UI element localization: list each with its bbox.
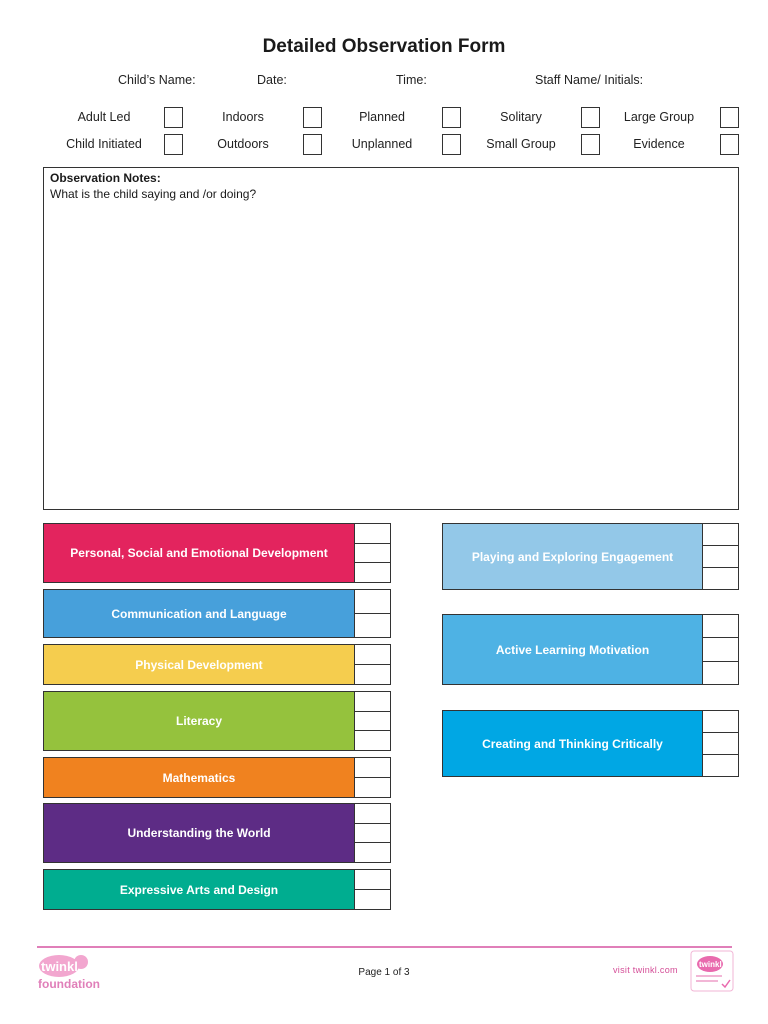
- tick-boxes[interactable]: [354, 758, 390, 797]
- characteristic-playing-exploring: [442, 523, 739, 590]
- option-child-initiated-label: Child Initiated: [66, 137, 142, 151]
- staff-name-label: Staff Name/ Initials:: [535, 73, 644, 87]
- option-evidence-label: Evidence: [633, 137, 685, 151]
- area-label: Communication and Language: [44, 590, 354, 637]
- characteristic-active-learning: [442, 614, 739, 685]
- area-expressive-arts-design: [43, 869, 391, 910]
- twinkl-badge-icon: [690, 950, 734, 992]
- area-label: Expressive Arts and Design: [44, 870, 354, 909]
- area-label: Literacy: [44, 692, 354, 750]
- tick-boxes[interactable]: [354, 692, 390, 750]
- observation-notes-title: Observation Notes:: [50, 171, 161, 185]
- option-solitary-checkbox[interactable]: [581, 107, 600, 128]
- area-label: Mathematics: [44, 758, 354, 797]
- area-literacy: [43, 691, 391, 751]
- tick-boxes[interactable]: [702, 524, 738, 589]
- date-label: Date:: [257, 73, 287, 87]
- tick-boxes[interactable]: [354, 870, 390, 909]
- area-communication-language: [43, 589, 391, 638]
- option-small-group-checkbox[interactable]: [581, 134, 600, 155]
- option-adult-led-checkbox[interactable]: [164, 107, 183, 128]
- area-personal-social-emotional: [43, 523, 391, 583]
- characteristic-label: Active Learning Motivation: [443, 615, 702, 684]
- option-unplanned-checkbox[interactable]: [442, 134, 461, 155]
- area-label: Understanding the World: [44, 804, 354, 862]
- option-adult-led-label: Adult Led: [77, 110, 131, 124]
- tick-boxes[interactable]: [354, 590, 390, 637]
- observation-notes-box[interactable]: [43, 167, 739, 510]
- page-number: Page 1 of 3: [358, 967, 410, 978]
- childs-name-label: Child’s Name:: [118, 73, 196, 87]
- tick-boxes[interactable]: [354, 804, 390, 862]
- time-label: Time:: [396, 73, 427, 87]
- option-planned-label: Planned: [359, 110, 405, 124]
- tick-boxes[interactable]: [702, 711, 738, 776]
- area-mathematics: [43, 757, 391, 798]
- option-solitary-label: Solitary: [500, 110, 542, 124]
- visit-link[interactable]: visit twinkl.com: [613, 965, 678, 975]
- characteristic-label: Creating and Thinking Critically: [443, 711, 702, 776]
- footer-divider: [37, 946, 732, 948]
- option-unplanned-label: Unplanned: [351, 137, 413, 151]
- tick-boxes[interactable]: [702, 615, 738, 684]
- characteristic-creating-thinking: [442, 710, 739, 777]
- option-evidence-checkbox[interactable]: [720, 134, 739, 155]
- option-large-group-label: Large Group: [623, 110, 695, 124]
- option-outdoors-label: Outdoors: [217, 137, 269, 151]
- area-understanding-world: [43, 803, 391, 863]
- area-physical-development: [43, 644, 391, 685]
- characteristic-label: Playing and Exploring Engagement: [443, 524, 702, 589]
- tick-boxes[interactable]: [354, 524, 390, 582]
- tick-boxes[interactable]: [354, 645, 390, 684]
- observation-notes-prompt: What is the child saying and /or doing?: [50, 187, 257, 201]
- area-label: Physical Development: [44, 645, 354, 684]
- option-child-initiated-checkbox[interactable]: [164, 134, 183, 155]
- svg-text:twinkl: twinkl: [699, 960, 722, 969]
- svg-text:foundation: foundation: [38, 977, 100, 991]
- option-indoors-label: Indoors: [222, 110, 264, 124]
- page-title: Detailed Observation Form: [262, 36, 506, 57]
- area-label: Personal, Social and Emotional Development: [44, 524, 354, 582]
- option-planned-checkbox[interactable]: [442, 107, 461, 128]
- option-outdoors-checkbox[interactable]: [303, 134, 322, 155]
- option-small-group-label: Small Group: [486, 137, 556, 151]
- option-indoors-checkbox[interactable]: [303, 107, 322, 128]
- svg-text:twinkl: twinkl: [41, 959, 78, 974]
- option-large-group-checkbox[interactable]: [720, 107, 739, 128]
